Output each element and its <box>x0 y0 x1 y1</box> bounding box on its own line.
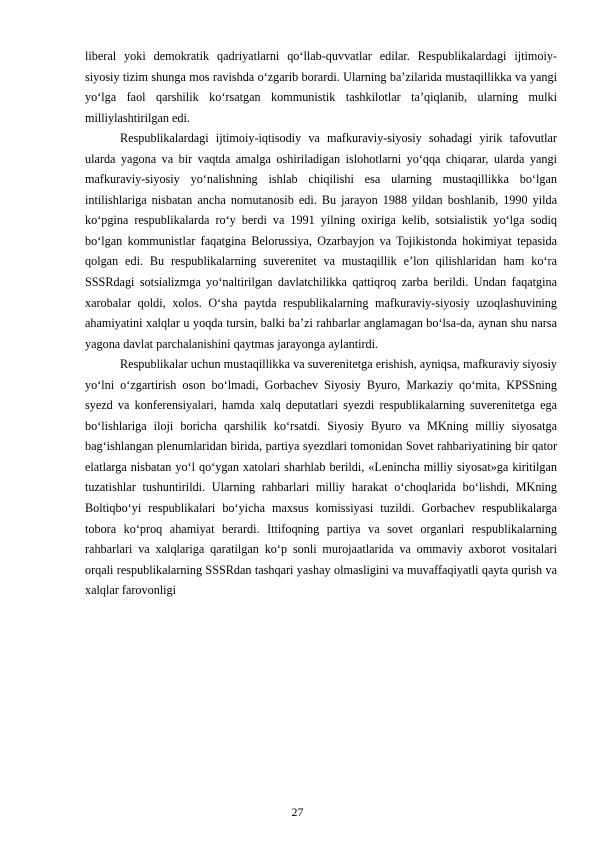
page-number: 27 <box>291 805 304 819</box>
paragraph-sovereignty-resistance: Respublikalar uchun mustaqillikka va suverenitetga erishish, ayniqsa, mafkuraviy siyosiy yo‘lni o‘zgartirish oson bo‘lmadi, Gorbachev Siyosiy Byuro, Markaziy qo‘mita, KPSSning syezd va konferensiyalari, hamda xalq deputatlari syezdi respublikalarning suverenitetga ega bo‘lishlariga iloji boricha qarshilik ko‘rsatdi. Siyosiy Byuro va MKning milliy siyosatga bag‘ishlangan plenumlaridan birida, partiya syezdlari tomonidan Sovet rahbariyatining bir qator elatlarga nisbatan yo‘l qo‘ygan xatolari sharhlab berildi, «Lenincha milliy siyosat»ga kiritilgan tuzatishlar tushuntirildi. Ularning rahbarlari milliy harakat o‘choqlarida bo‘lishdi, MKning Boltiqbo‘yi respublikalari bo‘yicha maxsus komissiyasi tuzildi. Gorbachev respublikalarga tobora ko‘proq ahamiyat berardi. Ittifoqning partiya va sovet organlari respublikalarning rahbarlari va xalqlariga qaratilgan ko‘p sonli murojaatlarida va ommaviy axborot vositalari orqali respublikalarning SSSRdan tashqari yashay olmasligini va muvaffaqiyatli qayta qurish va xalqlar farovonligi <box>85 357 557 598</box>
document-body <box>85 46 557 601</box>
paragraph-reform-differences: Respublikalardagi ijtimoiy-iqtisodiy va mafkuraviy-siyosiy sohadagi yirik tafovutlar ularda yagona va bir vaqtda amalga oshiriladigan islohotlarni yo‘qqa chiqarar, ularda yangi mafkuraviy-siyosiy yo‘nalishning ishlab chiqilishi esa ularning mustaqillikka bo‘lgan intilishlariga nisbatan ancha nomutanosib edi. Bu jarayon 1988 yildan boshlanib, 1990 yilda ko‘pgina respublikalarda ro‘y berdi va 1991 yilning oxiriga kelib, sotsialistik yo‘lga sodiq bo‘lgan kommunistlar faqatgina Belorussiya, Ozarbayjon va Tojikistonda hokimiyat tepasida qolgan edi. Bu respublikalarning suverenitet va mustaqillik e’lon qilishlaridan ham ko‘ra SSSRdagi sotsializmga yo‘naltirilgan davlatchilikka qattiqroq zarba berildi. Undan faqatgina xarobalar qoldi, xolos. O‘sha paytda respublikalarning mafkuraviy-siyosiy uzoqlashuvining ahamiyatini xalqlar u yoqda tursin, balki ba’zi rahbarlar anglamagan bo‘lsa-da, aynan shu narsa yagona davlat parchalanishini qaytmas jarayonga aylantirdi. <box>85 131 557 351</box>
paragraph-continued: liberal yoki demokratik qadriyatlarni qo‘llab-quvvatlar edilar. Respublikalardagi ijtimoiy-siyosiy tizim shunga mos ravishda o‘zgarib borardi. Ularning ba’zilarida mustaqillikka va yangi yo‘lga faol qarshilik ko‘rsatgan kommunistik tashkilotlar ta’qiqlanib, ularning mulki milliylashtirilgan edi. <box>85 49 557 125</box>
